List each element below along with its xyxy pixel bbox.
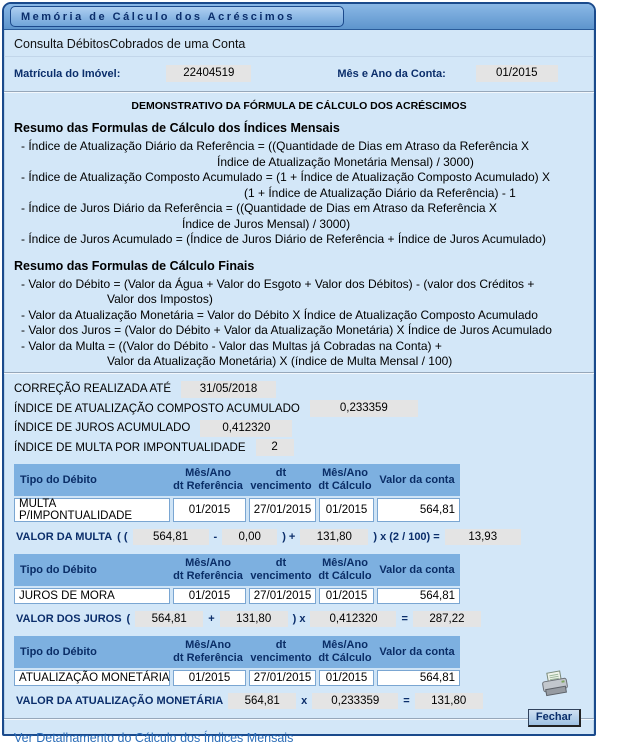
indice-juros-label: ÍNDICE DE JUROS ACUMULADO (14, 422, 191, 434)
divider (4, 718, 594, 720)
formula-value-field: 564,81 (133, 529, 209, 545)
tipo-debito-cell: MULTA P/IMPONTUALIDADE (14, 496, 170, 522)
valor-conta-cell: 564,81 (374, 586, 460, 604)
formula-operator: + (208, 613, 215, 625)
atualizacao-table (14, 636, 460, 686)
referencia-cell: 01/2015 (170, 668, 246, 686)
valor-atualizacao-formula (16, 693, 594, 709)
matricula-label: Matrícula do Imóvel: (14, 67, 121, 80)
formula-result-field: 131,80 (415, 693, 483, 709)
table-row (14, 586, 460, 604)
formula-operator: x (301, 695, 308, 707)
formula-operator: ) x (2 / 100) = (373, 531, 440, 543)
col-mes-ano-referencia: Mês/Ano dt Referência (170, 554, 246, 586)
demonstrativo-title: DEMONSTRATIVO DA FÓRMULA DE CÁLCULO DOS ACRÉSCIMOS (131, 100, 467, 112)
col-mes-ano-calculo: Mês/Ano dt Cálculo (316, 464, 374, 496)
formula-line: Valor dos Impostos) (107, 292, 213, 306)
correcao-line (14, 381, 594, 398)
valor-conta-cell: 564,81 (374, 496, 460, 522)
formula-value-field: 564,81 (135, 611, 203, 627)
resumo-mensais-heading: Resumo das Formulas de Cálculo dos Índices Mensais (14, 121, 340, 135)
col-dt-vencimento: dt vencimento (246, 554, 316, 586)
valor-conta-cell: 564,81 (374, 668, 460, 686)
formula-line: - Índice de Atualização Composto Acumulado = (1 + Índice de Atualização Composto Acumulado) X (21, 170, 550, 184)
col-valor-conta: Valor da conta (374, 554, 460, 586)
formula-label: VALOR DOS JUROS (16, 613, 122, 625)
correcao-label: CORREÇÃO REALIZADA ATÉ (14, 383, 171, 395)
tipo-debito-cell: JUROS DE MORA (14, 586, 170, 604)
col-tipo-debito: Tipo do Débito (14, 636, 170, 668)
formula-value-field: 564,81 (228, 693, 296, 709)
page-subtitle: Consulta DébitosCobrados de uma Conta (4, 30, 594, 57)
formula-line: (1 + Índice de Atualização Diário da Referência) - 1 (244, 185, 516, 200)
formula-operator: ( (126, 613, 131, 625)
account-form-row (4, 57, 594, 89)
formula-line: - Valor da Multa = ((Valor do Débito - Valor das Multas já Cobradas na Conta) + (21, 338, 442, 353)
formula-line: - Valor do Débito = (Valor da Água + Valor do Esgoto + Valor dos Débitos) - (valor dos Créditos + (21, 276, 535, 291)
matricula-value-field: 22404519 (166, 65, 251, 82)
formula-value-field: 0,233359 (312, 693, 398, 709)
window-titlebar (4, 4, 594, 30)
formula-line: - Valor da Atualização Monetária = Valor do Débito X Índice de Atualização Composto Acumulado (21, 307, 538, 322)
formula-value-field: 0,412320 (310, 611, 396, 627)
formula-value-field: 0,00 (222, 529, 277, 545)
formula-operator: = (403, 695, 410, 707)
vencimento-cell: 27/01/2015 (246, 496, 316, 522)
correcao-value-field: 31/05/2018 (181, 381, 276, 398)
indice-multa-label: ÍNDICE DE MULTA POR IMPONTUALIDADE (14, 441, 246, 454)
formula-result-field: 13,93 (445, 529, 521, 545)
juros-table (14, 554, 460, 604)
indice-composto-value-field: 0,233359 (310, 400, 418, 417)
formula-label: VALOR DA MULTA (16, 531, 113, 543)
indice-multa-line (14, 439, 594, 456)
fechar-button[interactable]: Fechar (528, 709, 581, 727)
formula-value-field: 131,80 (220, 611, 288, 627)
table-header-row (14, 554, 460, 586)
formula-line: - Índice de Atualização Diário da Referência = ((Quantidade de Dias em Atraso da Referência X (21, 139, 529, 153)
indices-block (14, 381, 594, 457)
window-title: Memória de Cálculo dos Acréscimos (21, 10, 296, 23)
indice-composto-line (14, 400, 594, 417)
formula-line: - Índice de Juros Acumulado = (Índice de Juros Diário de Referência + Índice de Juros Acumulado) (21, 232, 546, 246)
calculo-cell: 01/2015 (316, 668, 374, 686)
indice-multa-value-field: 2 (256, 439, 294, 456)
referencia-cell: 01/2015 (170, 496, 246, 522)
formula-operator: - (213, 531, 218, 543)
col-dt-vencimento: dt vencimento (246, 636, 316, 668)
valor-juros-formula (16, 611, 594, 627)
vencimento-cell: 27/01/2015 (246, 668, 316, 686)
indice-juros-value-field: 0,412320 (200, 420, 292, 437)
table-header-row (14, 464, 460, 496)
table-header-row (14, 636, 460, 668)
valor-multa-formula (16, 529, 594, 545)
ver-detalhamento-link[interactable]: Ver Detalhamento do Cálculo dos Índices Mensais (14, 731, 294, 745)
formula-operator: ( ( (117, 531, 128, 543)
col-mes-ano-referencia: Mês/Ano dt Referência (170, 636, 246, 668)
col-valor-conta: Valor da conta (374, 636, 460, 668)
formula-line: Índice de Atualização Monetária Mensal) / 3000) (217, 154, 474, 169)
formula-operator: ) + (282, 531, 296, 543)
divider (4, 372, 594, 374)
window-title-tab (10, 6, 344, 27)
formula-label: VALOR DA ATUALIZAÇÃO MONETÁRIA (16, 695, 224, 707)
mes-ano-label: Mês e Ano da Conta: (337, 67, 446, 80)
indice-composto-label: ÍNDICE DE ATUALIZAÇÃO COMPOSTO ACUMULADO (14, 402, 300, 415)
multa-table (14, 464, 460, 522)
mes-ano-value-field: 01/2015 (476, 65, 558, 82)
col-mes-ano-calculo: Mês/Ano dt Cálculo (316, 636, 374, 668)
resumo-finais-heading: Resumo das Formulas de Cálculo Finais (14, 258, 255, 273)
col-mes-ano-referencia: Mês/Ano dt Referência (170, 464, 246, 496)
referencia-cell: 01/2015 (170, 586, 246, 604)
tipo-debito-cell: ATUALIZAÇÃO MONETÁRIA (14, 668, 170, 686)
col-dt-vencimento: dt vencimento (246, 464, 316, 496)
formula-result-field: 287,22 (413, 611, 481, 627)
col-mes-ano-calculo: Mês/Ano dt Cálculo (316, 554, 374, 586)
col-valor-conta: Valor da conta (374, 464, 460, 496)
memoria-calculo-window (2, 2, 596, 745)
formula-operator: = (401, 613, 408, 625)
col-tipo-debito: Tipo do Débito (14, 464, 170, 496)
calculo-cell: 01/2015 (316, 496, 374, 522)
formula-line: - Valor dos Juros = (Valor do Débito + Valor da Atualização Monetária) X Índice de Juros Acumulado (21, 323, 552, 337)
formula-line: - Índice de Juros Diário da Referência = ((Quantidade de Dias em Atraso da Referência X (21, 201, 497, 215)
table-row (14, 668, 460, 686)
col-tipo-debito: Tipo do Débito (14, 554, 170, 586)
indice-juros-line (14, 420, 594, 437)
calculo-cell: 01/2015 (316, 586, 374, 604)
divider (4, 91, 594, 93)
formula-line: Índice de Juros Mensal) / 3000) (182, 216, 351, 231)
print-icon[interactable] (538, 670, 572, 705)
formula-value-field: 131,80 (300, 529, 368, 545)
formula-operator: ) x (292, 613, 306, 625)
table-row (14, 496, 460, 522)
link-row (14, 731, 594, 745)
formula-line: Valor da Atualização Monetária) X (índice de Multa Mensal / 100) (107, 354, 453, 368)
vencimento-cell: 27/01/2015 (246, 586, 316, 604)
